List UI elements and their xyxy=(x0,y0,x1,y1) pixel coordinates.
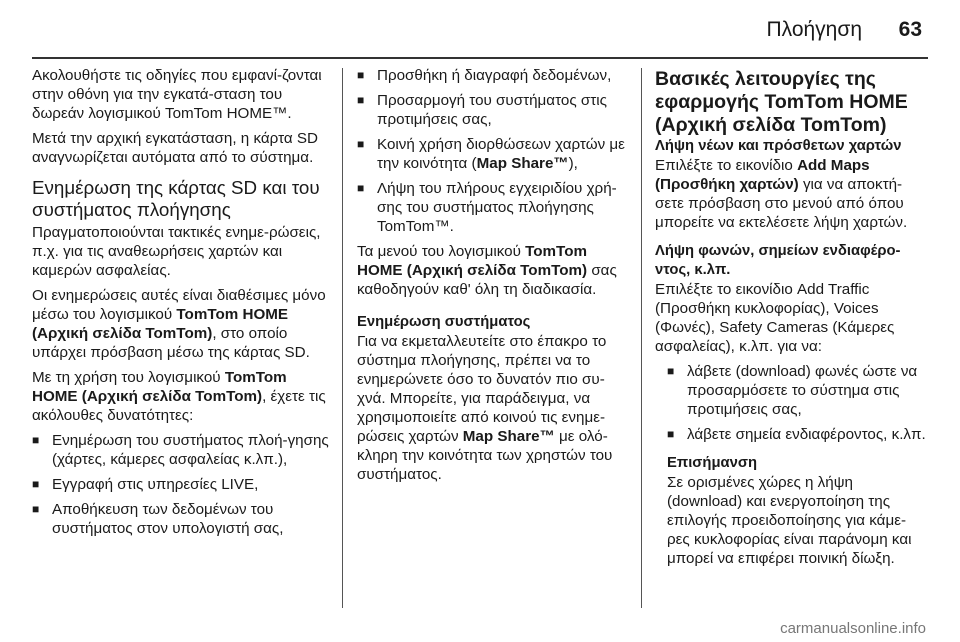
product-name: TomTom HOME (Αρχική σελίδα TomTom) xyxy=(32,369,287,405)
column-divider-1 xyxy=(342,68,343,608)
list-item: ■ λάβετε σημεία ενδιαφέροντος, κ.λπ. xyxy=(667,425,927,444)
list-item: ■ Προσαρμογή του συστήματος στις προτιμήσεις σας, xyxy=(357,91,632,129)
page-number: 63 xyxy=(898,18,922,41)
column-3 xyxy=(655,68,927,574)
section-heading: Ενημέρωση της κάρτας SD και του συστήματος πλοήγησης xyxy=(32,177,320,220)
note-title: Επισήμανση xyxy=(667,455,758,471)
feature-list xyxy=(667,362,927,444)
paragraph: Μετά την αρχική εγκατάσταση, η κάρτα SD αναγνωρίζεται αυτόματα από το σύστημα. xyxy=(32,130,318,166)
list-item: ■ Εγγραφή στις υπηρεσίες LIVE, xyxy=(32,475,332,494)
page-header xyxy=(0,0,960,60)
icon-name: Add Maps (Προσθήκη χαρτών) xyxy=(655,157,870,193)
paragraph: Επιλέξτε το εικονίδιο Add Maps (Προσθήκη χαρτών) για να αποκτή-σετε πρόσβαση στο μενού από όπου μπορείτε να εκτελέσετε λήψη χαρτών. xyxy=(655,157,908,231)
product-name: TomTom HOME (Αρχική σελίδα TomTom) xyxy=(357,243,588,279)
section-title: Πλοήγηση xyxy=(766,18,862,41)
paragraph: Τα μενού του λογισμικού TomTom HOME (Αρχική σελίδα TomTom) σας καθοδηγούν καθ' όλη τη διαδικασία. xyxy=(357,243,617,298)
list-item: ■ Προσθήκη ή διαγραφή δεδομένων, xyxy=(357,66,632,85)
watermark: carmanualsonline.info xyxy=(780,620,926,637)
column-divider-2 xyxy=(641,68,642,608)
paragraph: Για να εκμεταλλευτείτε στο έπακρο το σύστημα πλοήγησης, πρέπει να το ενημερώνετε όσο το δυνατόν πιο συ-χνά. Μπορείτε, για παράδειγμα, να χρησιμοποιείτε από κοινού τις ενημε-ρώσεις χαρτών Map Share™ με ολό-κληρη την κοινότητα των χρηστών του συστήματος. xyxy=(357,333,613,483)
feature-list xyxy=(32,431,332,538)
section-heading: Βασικές λειτουργίες της εφαρμογής TomTom HOME (Αρχική σελίδα TomTom) xyxy=(655,68,908,136)
product-name: Map Share™ xyxy=(462,428,555,445)
column-1 xyxy=(32,66,332,544)
list-item: ■ Λήψη του πλήρους εγχειριδίου χρή-σης του συστήματος πλοήγησης TomTom™. xyxy=(357,179,632,236)
subsection-heading: Λήψη νέων και πρόσθετων χαρτών xyxy=(655,138,902,154)
note-box xyxy=(667,454,927,568)
paragraph: Ακολουθήστε τις οδηγίες που εμφανί-ζονται στην οθόνη για την εγκατά-σταση του δωρεάν λογισμικού TomTom HOME™. xyxy=(32,67,322,122)
paragraph: Πραγματοποιούνται τακτικές ενημε-ρώσεις, π.χ. για τις αναθεωρήσεις χαρτών και καμερών ασφαλείας. xyxy=(32,224,321,279)
list-item: ■ λάβετε (download) φωνές ώστε να προσαρμόσετε το σύστημα στις προτιμήσεις σας, xyxy=(667,362,927,419)
paragraph: Επιλέξτε το εικονίδιο Add Traffic (Προσθήκη κυκλοφορίας), Voices (Φωνές), Safety Cameras (Κάμερες ασφαλείας), κ.λπ. για να: xyxy=(655,281,895,355)
column-2 xyxy=(357,66,632,490)
paragraph: Οι ενημερώσεις αυτές είναι διαθέσιμες μόνο μέσω του λογισμικού TomTom HOME (Αρχική σελίδα TomTom), στο οποίο υπάρχει πρόσβαση μέσω της κάρτας SD. xyxy=(32,287,326,361)
feature-list xyxy=(357,66,632,236)
product-name: TomTom HOME (Αρχική σελίδα TomTom) xyxy=(32,306,289,342)
list-item: ■ Αποθήκευση των δεδομένων του συστήματος στον υπολογιστή σας, xyxy=(32,500,332,538)
product-name: Map Share™ xyxy=(476,155,569,172)
subsection-heading: Ενημέρωση συστήματος xyxy=(357,314,531,330)
list-item: ■ Κοινή χρήση διορθώσεων χαρτών με την κοινότητα (Map Share™), xyxy=(357,135,632,173)
note-text: Σε ορισμένες χώρες η λήψη (download) και ενεργοποίηση της επιλογής προειδοποίησης για κάμε-ρες κυκλοφορίας είναι παράνομη και μπορεί να επιφέρει ποινική δίωξη. xyxy=(667,474,912,567)
header-divider xyxy=(32,57,928,59)
list-item: ■ Ενημέρωση του συστήματος πλοή-γησης (χάρτες, κάμερες ασφαλείας κ.λπ.), xyxy=(32,431,332,469)
subsection-heading: Λήψη φωνών, σημείων ενδιαφέρο-ντος, κ.λπ. xyxy=(655,243,901,278)
paragraph: Με τη χρήση του λογισμικού TomTom HOME (Αρχική σελίδα TomTom), έχετε τις ακόλουθες δυνατότητες: xyxy=(32,369,326,424)
